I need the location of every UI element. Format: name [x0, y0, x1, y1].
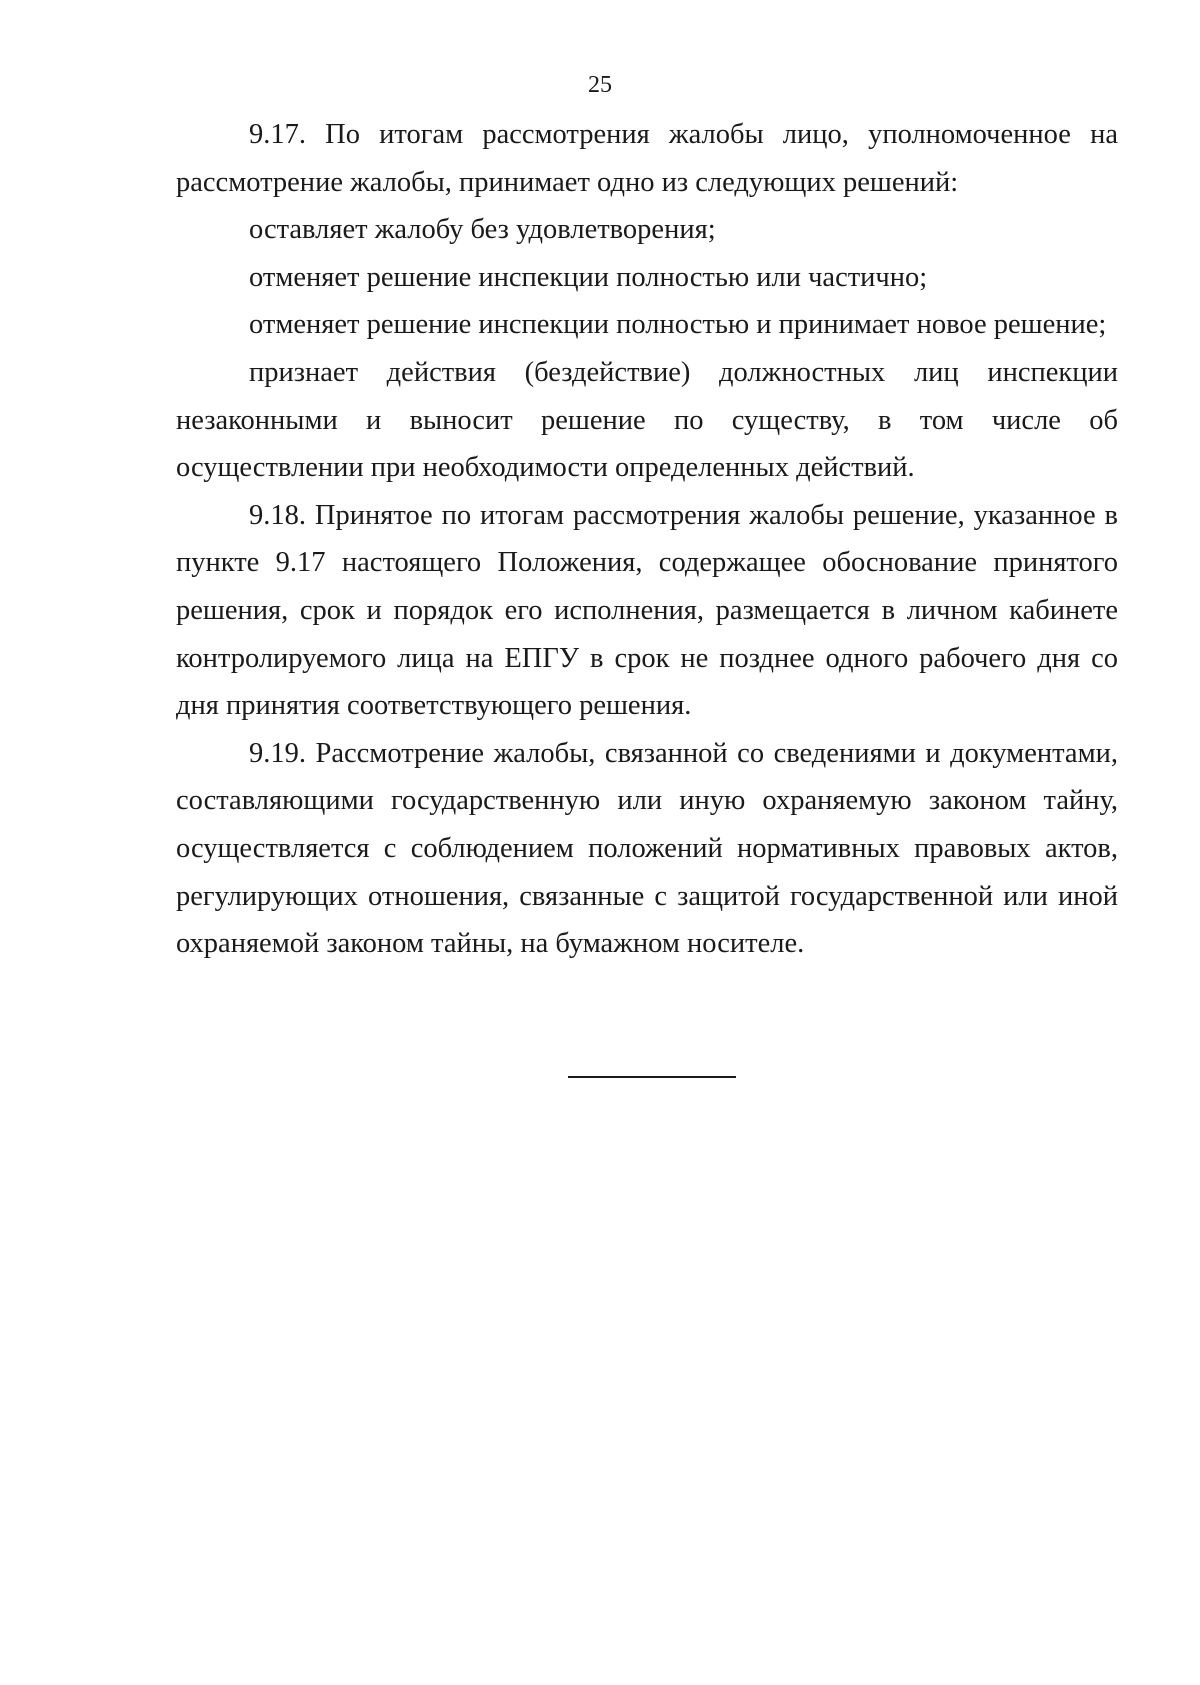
document-body	[176, 111, 1118, 968]
decision-option-4: признает действия (бездействие) должностных лиц инспекции незаконными и выносит решение по существу, в том числе об осуществлении при необходимости определенных действий.	[176, 356, 1118, 484]
decision-option-3: отменяет решение инспекции полностью и принимает новое решение;	[249, 309, 1107, 341]
paragraph-9-17: 9.17. По итогам рассмотрения жалобы лицо, уполномоченное на рассмотрение жалобы, принимает одно из следующих решений:	[176, 119, 1118, 198]
paragraph-9-19: 9.19. Рассмотрение жалобы, связанной со сведениями и документами, составляющими государственную или иную охраняемую законом тайну, осуществляется с соблюдением положений нормативных правовых актов, регулирующих отношения, связанные с защитой государственной или иной охраняемой законом тайны, на бумажном носителе.	[176, 737, 1118, 960]
decision-option-1: оставляет жалобу без удовлетворения;	[249, 214, 716, 246]
paragraph-9-18: 9.18. Принятое по итогам рассмотрения жалобы решение, указанное в пункте 9.17 настоящего Положения, содержащее обоснование принятого решения, срок и порядок его исполнения, размещается в личном кабинете контролируемого лица на ЕПГУ в срок не позднее одного рабочего дня со дня принятия соответствующего решения.	[176, 499, 1118, 722]
decision-option-2: отменяет решение инспекции полностью или частично;	[249, 261, 928, 293]
page-number: 25	[588, 72, 612, 98]
end-divider-line	[568, 1076, 736, 1078]
